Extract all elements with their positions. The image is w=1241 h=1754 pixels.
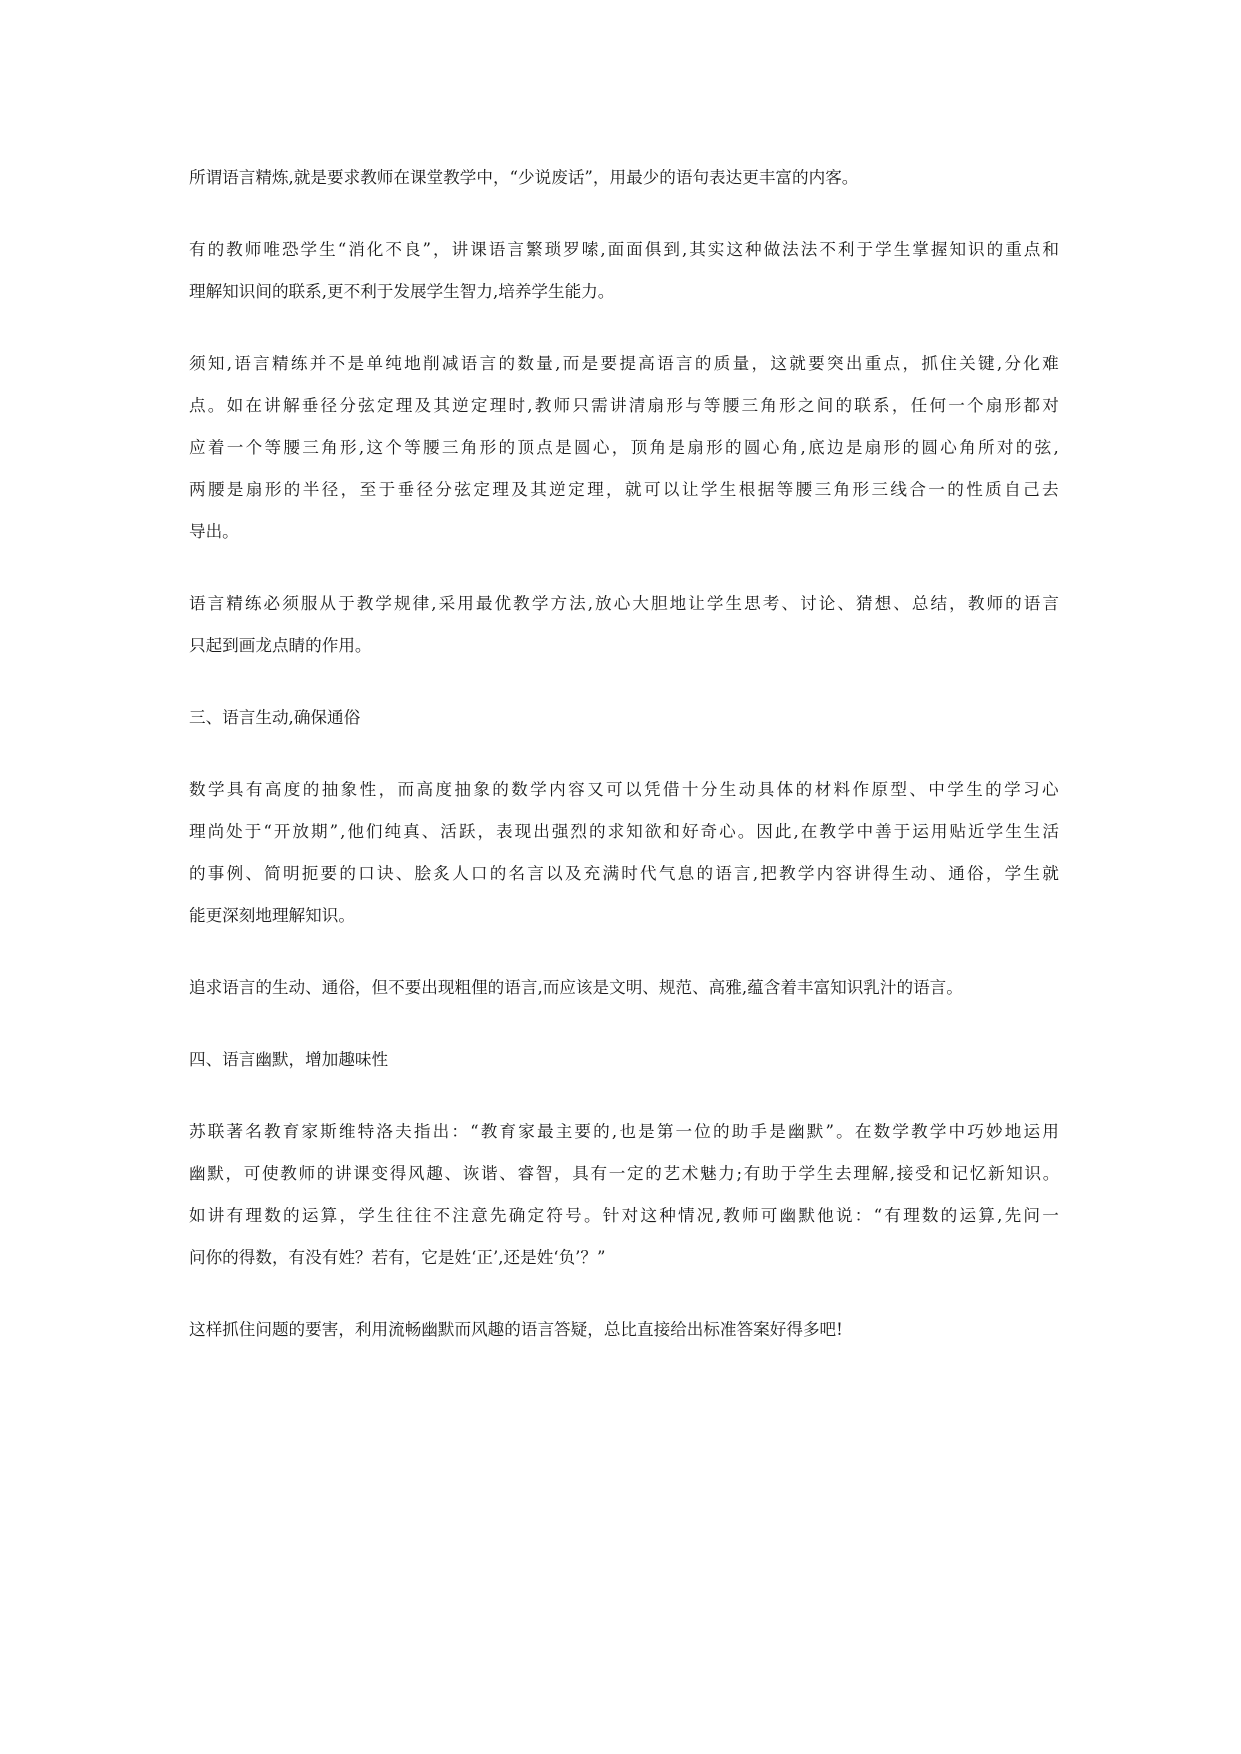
text-line: 问你的得数，有没有姓？若有，它是姓‘正’,还是姓‘负’？” xyxy=(189,1248,606,1267)
text-line: 数学具有高度的抽象性，而高度抽象的数学内容又可以凭借十分生动具体的材料作原型、中学生的学习心 xyxy=(189,780,1062,799)
paragraph-7 xyxy=(189,1111,1061,1279)
paragraph-5 xyxy=(189,769,1061,937)
text-line: 追求语言的生动、通俗，但不要出现粗俚的语言,而应该是文明、规范、高雅,蕴含着丰富知识乳汁的语言。 xyxy=(189,978,963,997)
text-line: 幽默，可使教师的讲课变得风趣、诙谐、睿智，具有一定的艺术魅力;有助于学生去理解,接受和记忆新知识。 xyxy=(189,1164,1062,1183)
text-line: 所谓语言精炼,就是要求教师在课堂教学中，“少说废话”，用最少的语句表达更丰富的内客。 xyxy=(189,168,859,187)
paragraph-3 xyxy=(189,343,1061,553)
text-line: 只起到画龙点睛的作用。 xyxy=(189,636,372,655)
paragraph-8 xyxy=(189,1309,1061,1351)
paragraph-1 xyxy=(189,157,1061,199)
paragraph-4 xyxy=(189,583,1061,667)
text-line: 有的教师唯恐学生“消化不良”，讲课语言繁琐罗嗦,面面俱到,其实这种做法法不利于学生掌握知识的重点和 xyxy=(189,240,1061,259)
text-line: 须知,语言精练并不是单纯地削减语言的数量,而是要提高语言的质量，这就要突出重点，抓住关键,分化难 xyxy=(189,354,1061,373)
paragraph-2 xyxy=(189,229,1061,313)
text-line: 的事例、简明扼要的口诀、脍炙人口的名言以及充满时代气息的语言,把教学内容讲得生动、通俗，学生就 xyxy=(189,864,1061,883)
heading-text: 四、语言幽默，增加趣味性 xyxy=(189,1050,389,1069)
heading-text: 三、语言生动,确保通俗 xyxy=(189,708,361,727)
text-line: 语言精练必须服从于教学规律,采用最优教学方法,放心大胆地让学生思考、讨论、猜想、总结，教师的语言 xyxy=(189,594,1062,613)
text-line: 苏联著名教育家斯维特洛夫指出：“教育家最主要的,也是第一位的助手是幽默”。在数学教学中巧妙地运用 xyxy=(189,1122,1061,1141)
document-body xyxy=(189,157,1061,1351)
text-line: 导出。 xyxy=(189,522,239,541)
text-line: 理解知识间的联系,更不利于发展学生智力,培养学生能力。 xyxy=(189,282,615,301)
text-line: 这样抓住问题的要害，利用流畅幽默而风趣的语言答疑，总比直接给出标准答案好得多吧! xyxy=(189,1320,843,1339)
text-line: 理尚处于“开放期”,他们纯真、活跃，表现出强烈的求知欲和好奇心。因此,在教学中善于运用贴近学生生活 xyxy=(189,822,1061,841)
section-heading-3 xyxy=(189,697,1061,739)
text-line: 两腰是扇形的半径，至于垂径分弦定理及其逆定理，就可以让学生根据等腰三角形三线合一的性质自己去 xyxy=(189,480,1062,499)
section-heading-4 xyxy=(189,1039,1061,1081)
text-line: 能更深刻地理解知识。 xyxy=(189,906,355,925)
text-line: 点。如在讲解垂径分弦定理及其逆定理时,教师只需讲清扇形与等腰三角形之间的联系，任何一个扇形都对 xyxy=(189,396,1061,415)
paragraph-6 xyxy=(189,967,1061,1009)
text-line: 应着一个等腰三角形,这个等腰三角形的顶点是圆心，顶角是扇形的圆心角,底边是扇形的圆心角所对的弦, xyxy=(189,438,1061,457)
text-line: 如讲有理数的运算，学生往往不注意先确定符号。针对这种情况,教师可幽默他说：“有理数的运算,先问一 xyxy=(189,1206,1062,1225)
